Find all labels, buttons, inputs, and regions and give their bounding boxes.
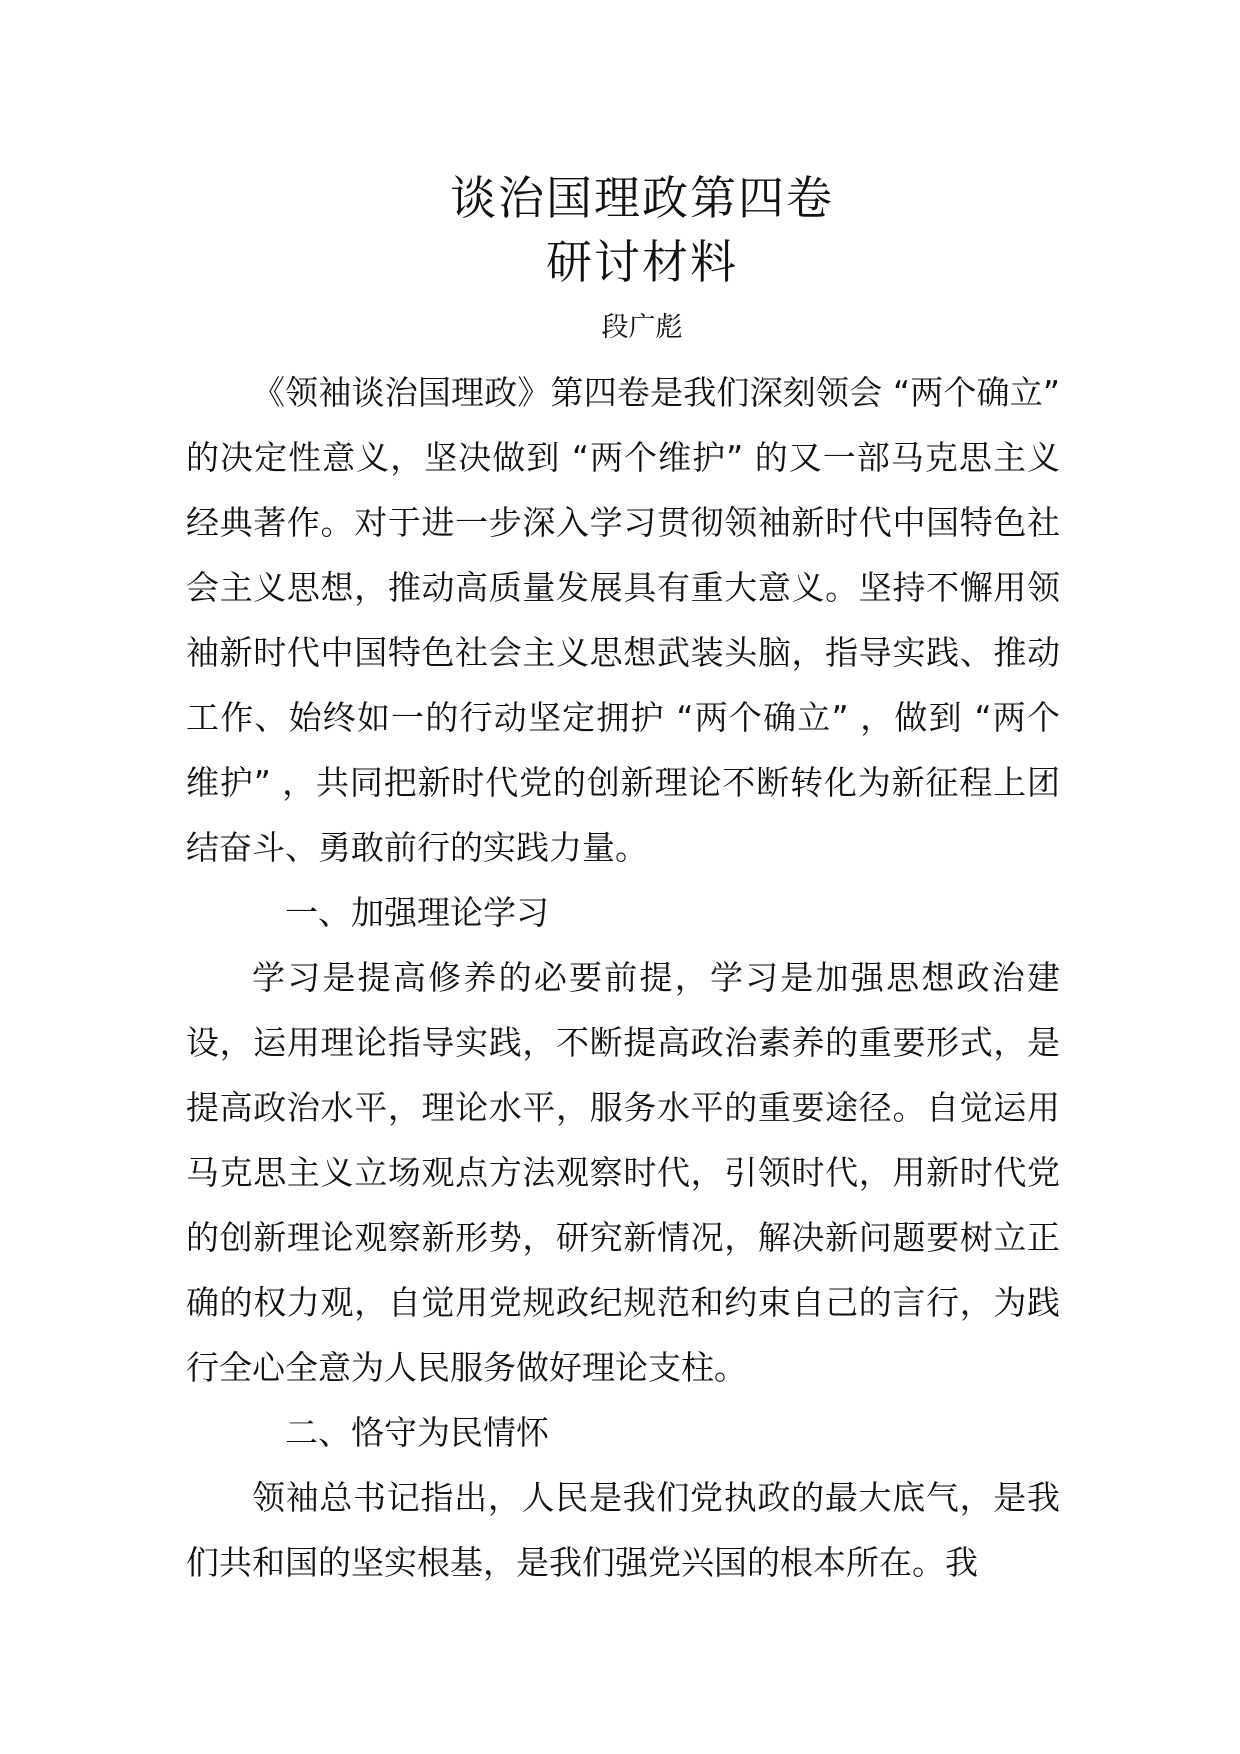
document-title: 谈治国理政第四卷 [450, 171, 834, 225]
author-name: 段广彪 [601, 312, 683, 343]
document-body [186, 360, 1060, 1595]
paragraph-section-2: 领袖总书记指出，人民是我们党执政的最大底气，是我们共和国的坚实根基，是我们强党兴国的根本所在。我 [186, 1478, 1060, 1582]
section-heading-1: 一、加强理论学习 [285, 893, 549, 932]
section-heading-2: 二、恪守为民情怀 [285, 1413, 549, 1452]
paragraph-section-1: 学习是提高修养的必要前提，学习是加强思想政治建设，运用理论指导实践，不断提高政治素养的重要形式，是提高政治水平，理论水平，服务水平的重要途径。自觉运用马克思主义立场观点方法观察时代，引领时代，用新时代党的创新理论观察新形势，研究新情况，解决新问题要树立正确的权力观，自觉用党规政纪规范和约束自己的言行，为践行全心全意为人民服务做好理论支柱。 [186, 958, 1060, 1387]
document-subtitle: 研讨材料 [546, 235, 738, 289]
paragraph-intro: 《领袖谈治国理政》第四卷是我们深刻领会 “两个确立” 的决定性意义，坚决做到 “两个维护” 的又一部马克思主义经典著作。对于进一步深入学习贯彻领袖新时代中国特色社会主义思想，推动高质量发展具有重大意义。坚持不懈用领袖新时代中国特色社会主义思想武装头脑，指导实践、推动工作、始终如一的行动坚定拥护 “两个确立” ，做到 “两个维护” ，共同把新时代党的创新理论不断转化为新征程上团结奋斗、勇敢前行的实践力量。 [186, 373, 1060, 867]
